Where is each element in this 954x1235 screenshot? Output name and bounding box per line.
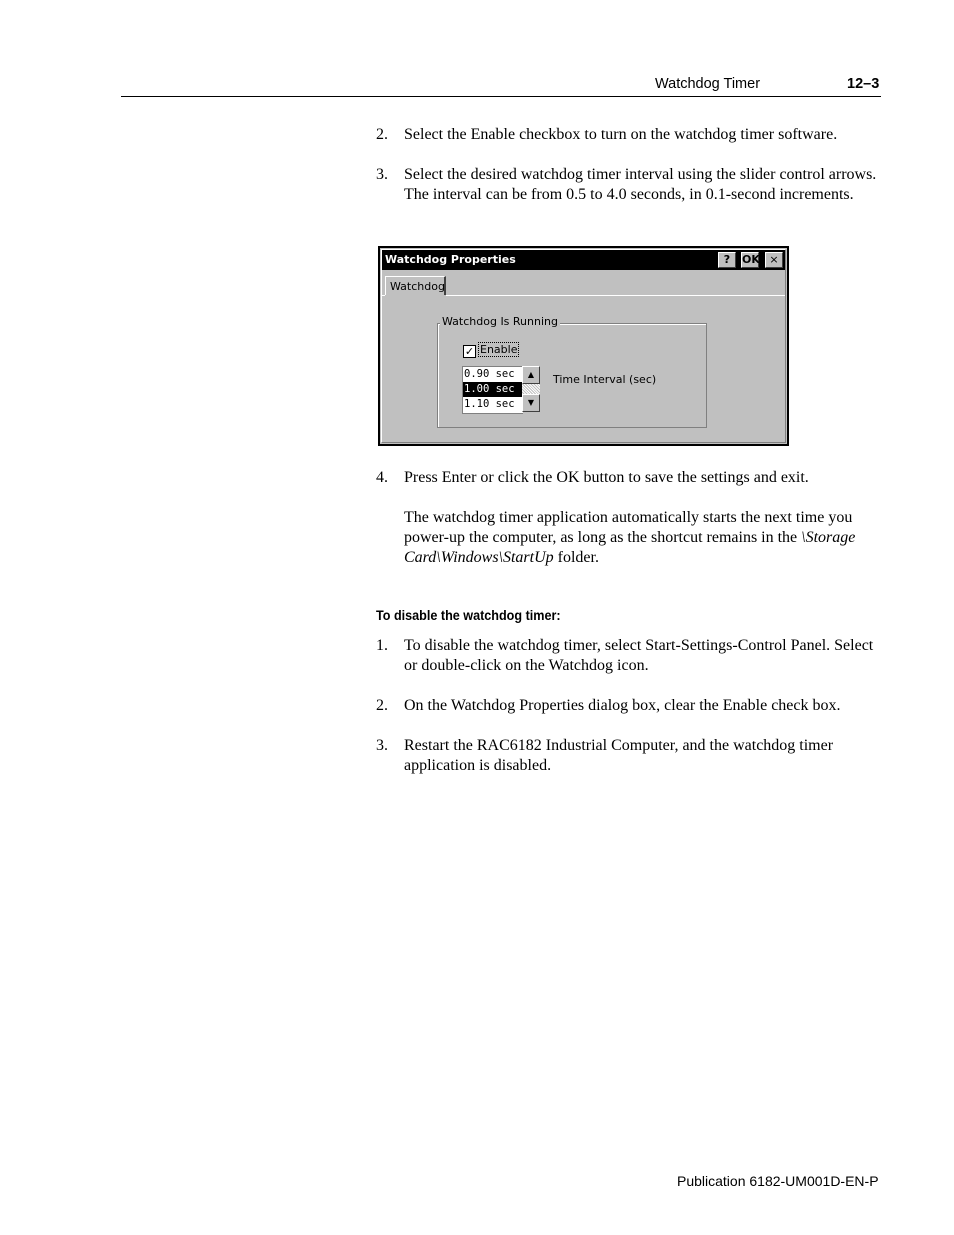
interval-option[interactable]: 0.90 sec (464, 368, 515, 380)
step-text: On the Watchdog Properties dialog box, clear the Enable check box. (404, 697, 841, 714)
step-disable-3 (376, 736, 886, 776)
step-disable-2 (376, 696, 886, 716)
help-button[interactable]: ? (718, 252, 736, 268)
interval-list[interactable] (462, 366, 523, 414)
step-enable-4 (376, 468, 886, 488)
header-rule (121, 96, 881, 97)
tab-border (446, 295, 785, 296)
ok-button[interactable]: OK (742, 253, 760, 266)
time-interval-label: Time Interval (sec) (553, 373, 657, 386)
note-text: The watchdog timer application automatically starts the next time you power-up the computer, as long as the shortcut remains in the (404, 509, 853, 546)
spin-up-icon[interactable]: ▲ (522, 366, 540, 384)
step-number: 2. (376, 697, 388, 714)
spin-down-icon[interactable]: ▼ (522, 394, 540, 412)
interval-spinner[interactable] (522, 366, 540, 412)
startup-note (404, 508, 874, 568)
interval-option[interactable]: 1.10 sec (464, 398, 515, 410)
step-disable-1 (376, 636, 886, 676)
note-text: folder. (553, 549, 599, 566)
step-enable-3 (376, 165, 886, 205)
step-text: Select the Enable checkbox to turn on the watchdog timer software. (404, 126, 838, 143)
step-text: To disable the watchdog timer, select Start-Settings-Control Panel. Select or double-click on the Watchdog icon. (404, 637, 874, 674)
step-number: 3. (376, 166, 388, 183)
step-text: Restart the RAC6182 Industrial Computer, and the watchdog timer application is disabled. (404, 737, 834, 774)
running-header-title: Watchdog Timer (655, 76, 761, 92)
step-text: Select the desired watchdog timer interval using the slider control arrows. The interval can be from 0.5 to 4.0 seconds, in 0.1-second increments. (404, 166, 877, 203)
tab-watchdog[interactable]: Watchdog (385, 276, 446, 295)
step-number: 2. (376, 126, 388, 143)
group-label: Watchdog Is Running (442, 315, 558, 328)
dialog-title: Watchdog Properties (385, 253, 516, 266)
publication-footer: Publication 6182-UM001D-EN-P (677, 1173, 879, 1189)
dialog-titlebar (382, 250, 785, 270)
spin-track (522, 384, 540, 394)
enable-checkbox[interactable]: ✓ (464, 345, 475, 358)
step-number: 1. (376, 637, 388, 654)
tab-border (382, 295, 385, 296)
step-number: 3. (376, 737, 388, 754)
close-icon[interactable]: × (765, 252, 783, 268)
enable-label[interactable]: Enable (480, 343, 518, 356)
step-enable-2 (376, 125, 886, 145)
page-number: 12–3 (847, 76, 880, 92)
step-number: 4. (376, 469, 388, 486)
step-text: Press Enter or click the OK button to save the settings and exit. (404, 469, 809, 486)
startup-folder-path: \Storage Card\Windows\StartUp (404, 529, 856, 566)
disable-heading: To disable the watchdog timer: (376, 607, 561, 623)
interval-option-selected[interactable]: 1.00 sec (463, 382, 522, 397)
watchdog-properties-dialog (378, 246, 789, 446)
